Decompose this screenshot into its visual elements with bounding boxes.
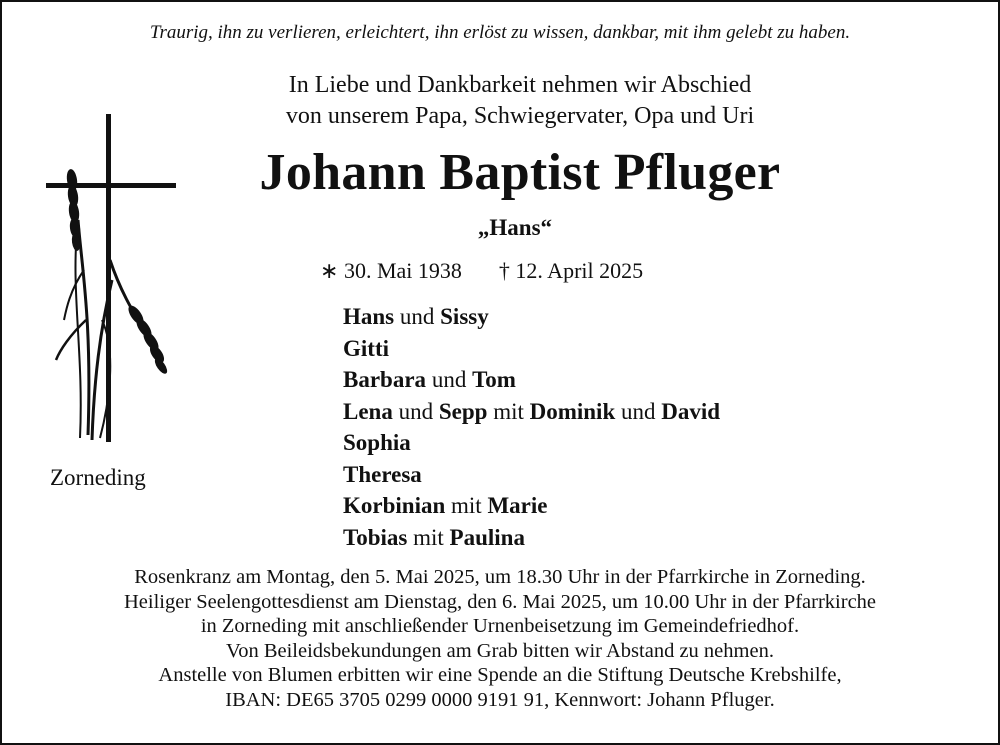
family-line bbox=[343, 333, 720, 365]
death-cross-icon: † bbox=[498, 258, 510, 283]
service-line-4: Von Beileidsbekundungen am Grab bitten wir Abstand zu nehmen. bbox=[226, 639, 774, 662]
family-name: Marie bbox=[487, 493, 548, 518]
family-name: Korbinian bbox=[343, 493, 446, 518]
family-name: Paulina bbox=[449, 524, 525, 550]
family-line bbox=[343, 522, 720, 554]
birth-date: 30. Mai 1938 bbox=[343, 258, 462, 283]
family-name: Lena bbox=[343, 398, 393, 424]
intro-line-2: von unserem Papa, Schwiegervater, Opa und Uri bbox=[285, 103, 755, 129]
family-joiner: und bbox=[398, 398, 434, 424]
family-line bbox=[343, 427, 720, 459]
family-joiner: mit bbox=[413, 524, 444, 550]
service-info bbox=[0, 565, 1000, 712]
intro-line-1: In Liebe und Dankbarkeit nehmen wir Abschied bbox=[288, 72, 752, 98]
family-line bbox=[343, 301, 720, 333]
family-name: Tom bbox=[472, 367, 516, 392]
life-dates bbox=[320, 258, 643, 284]
service-line-5: Anstelle von Blumen erbitten wir eine Spende an die Stiftung Deutsche Krebshilfe, bbox=[158, 664, 842, 686]
place-name: Zorneding bbox=[50, 465, 146, 490]
service-line-6: IBAN: DE65 3705 0299 0000 9191 91, Kennwort: Johann Pfluger. bbox=[225, 688, 775, 711]
family-name: Barbara bbox=[343, 367, 427, 392]
birth-star-icon: ∗ bbox=[320, 258, 339, 283]
intro-text bbox=[170, 70, 870, 132]
family-name: Sophia bbox=[343, 430, 411, 455]
family-line bbox=[343, 364, 720, 396]
family-line bbox=[343, 459, 720, 491]
family-line bbox=[343, 396, 720, 428]
family-joiner: mit bbox=[493, 398, 524, 424]
service-line-3: in Zorneding mit anschließender Urnenbeisetzung im Gemeindefriedhof. bbox=[200, 615, 800, 637]
cross-with-wheat-icon bbox=[40, 110, 180, 445]
family-joiner: und bbox=[399, 304, 435, 329]
family-line bbox=[343, 490, 720, 522]
family-list bbox=[343, 301, 720, 553]
family-joiner: und bbox=[621, 398, 656, 424]
motto: Traurig, ihn zu verlieren, erleichtert, ihn erlöst zu wissen, dankbar, mit ihm gelebt zu haben. bbox=[149, 22, 851, 43]
family-joiner: und bbox=[431, 367, 467, 392]
family-name: Theresa bbox=[343, 461, 422, 487]
service-line-1: Rosenkranz am Montag, den 5. Mai 2025, um 18.30 Uhr in der Pfarrkirche in Zorneding. bbox=[134, 566, 866, 588]
family-name: Hans bbox=[343, 304, 395, 329]
family-name: David bbox=[661, 398, 721, 424]
deceased-name: Johann Baptist Pfluger bbox=[259, 144, 781, 201]
death-date: 12. April 2025 bbox=[515, 258, 644, 283]
family-name: Gitti bbox=[343, 335, 389, 361]
family-name: Dominik bbox=[529, 398, 616, 424]
deceased-nickname: „Hans“ bbox=[477, 215, 553, 240]
family-name: Sepp bbox=[438, 398, 488, 424]
service-line-2: Heiliger Seelengottesdienst am Dienstag, den 6. Mai 2025, um 10.00 Uhr in der Pfarrkirche bbox=[123, 590, 877, 613]
family-joiner: mit bbox=[451, 493, 482, 518]
family-name: Sissy bbox=[440, 304, 489, 329]
family-name: Tobias bbox=[343, 524, 408, 550]
